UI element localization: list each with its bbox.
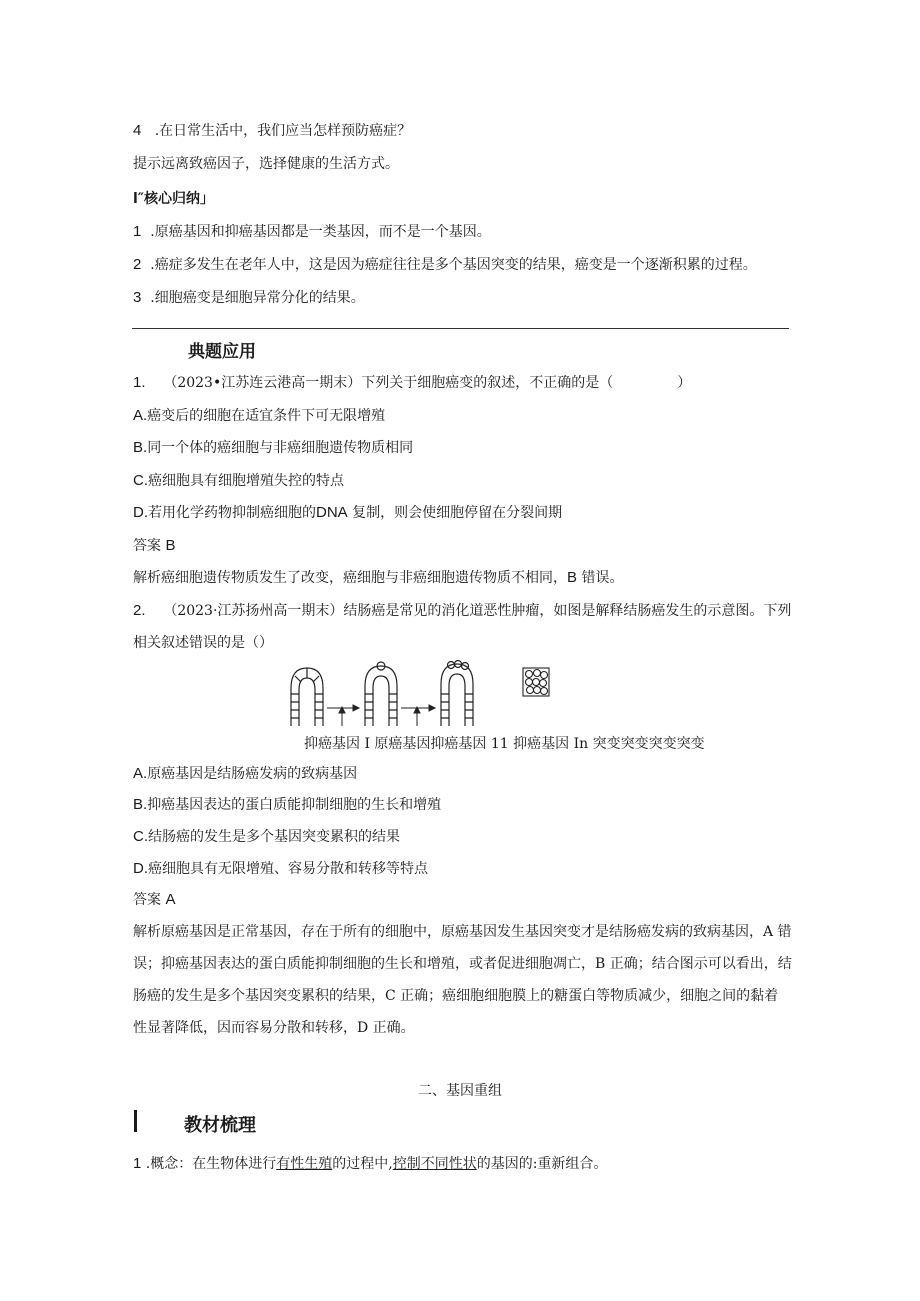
- tissue-stage-3: [441, 661, 473, 727]
- question-number: 4: [133, 122, 142, 139]
- arrow-icon: [327, 705, 359, 726]
- concept-line: 1 .概念：在生物体进行有性生殖的过程中,控制不同性状的基因的:重新组合。: [133, 1155, 608, 1172]
- option-b: B.抑癌基因表达的蛋白质能抑制细胞的生长和增殖: [133, 796, 442, 813]
- option-d: D.癌细胞具有无限增殖、容易分散和转移等特点: [133, 860, 428, 877]
- option-b: B.同一个体的癌细胞与非癌细胞遗传物质相同: [133, 439, 414, 456]
- core-item: 3 .细胞癌变是细胞异常分化的结果。: [133, 289, 365, 306]
- colon-cancer-diagram: [285, 660, 555, 728]
- section-title: 二、基因重组: [418, 1083, 502, 1099]
- question-text: .在日常生活中，我们应当怎样预防癌症？: [154, 123, 412, 139]
- option-c: C.癌细胞具有细胞增殖失控的特点: [133, 472, 344, 489]
- section-heading-material: 教材梳理: [184, 1115, 256, 1136]
- core-summary-title: l″核心归纳」: [133, 191, 215, 207]
- answer: 答案 A: [133, 891, 176, 908]
- option-d: D.若用化学药物抑制癌细胞的DNA 复制，则会使细胞停留在分裂间期: [133, 504, 563, 521]
- core-item: 1 .原癌基因和抑癌基因都是一类基因，而不是一个基因。: [133, 223, 491, 240]
- question-2: 2. （2023·江苏扬州高一期末）结肠癌是常见的消化道恶性肿瘤，如图是解释结肠癌发生的示意图。下列: [133, 602, 792, 619]
- section-heading-apply: 典题应用: [188, 342, 256, 362]
- arrow-icon: [401, 705, 435, 726]
- option-a: A.癌变后的细胞在适宜条件下可无限增殖: [133, 407, 386, 424]
- explanation-line: 解析原癌基因是正常基因，存在于所有的细胞中，原癌基因发生基因突变才是结肠癌发病的致病基因，A 错: [133, 924, 792, 940]
- option-a: A.原癌基因是结肠癌发病的致病基因: [133, 765, 358, 782]
- question-2-stem-2: 相关叙述错误的是（）: [133, 635, 273, 651]
- question-4: [133, 121, 411, 141]
- explanation-line: 性显著降低，因而容易分散和转移，D 正确。: [133, 1020, 415, 1036]
- question-1: 1. （2023•江苏连云港高一期末）下列关于细胞癌变的叙述，不正确的是（ ）: [133, 374, 692, 391]
- explanation-line: 肠癌的发生是多个基因突变累积的结果，C 正确；癌细胞细胞膜上的糖蛋白等物质减少，细胞之间的黏着: [133, 988, 779, 1004]
- section-divider: [132, 328, 789, 329]
- tissue-stage-2: [365, 662, 397, 726]
- question-4-hint: 提示远离致癌因子，选择健康的生活方式。: [133, 156, 399, 172]
- option-c: C.结肠癌的发生是多个基因突变累积的结果: [133, 828, 400, 845]
- core-item: 2 .癌症多发生在老年人中，这是因为癌症往往是多个基因突变的结果，癌变是一个逐渐积累的过程。: [133, 256, 757, 273]
- tumor-cell-cluster: [523, 668, 549, 696]
- figure-caption: 抑癌基因 I 原癌基因抑癌基因 11 抑癌基因 In 突变突变突变突变: [304, 736, 705, 752]
- explanation-line: 误；抑癌基因表达的蛋白质能抑制细胞的生长和增殖，或者促进细胞凋亡，B 正确；结合图示可以看出，结: [133, 956, 792, 972]
- section-marker: [134, 1110, 137, 1132]
- tissue-stage-1: [291, 668, 323, 726]
- explanation: 解析癌细胞遗传物质发生了改变，癌细胞与非癌细胞遗传物质不相同，B 错误。: [133, 569, 624, 586]
- answer: 答案 B: [133, 537, 176, 554]
